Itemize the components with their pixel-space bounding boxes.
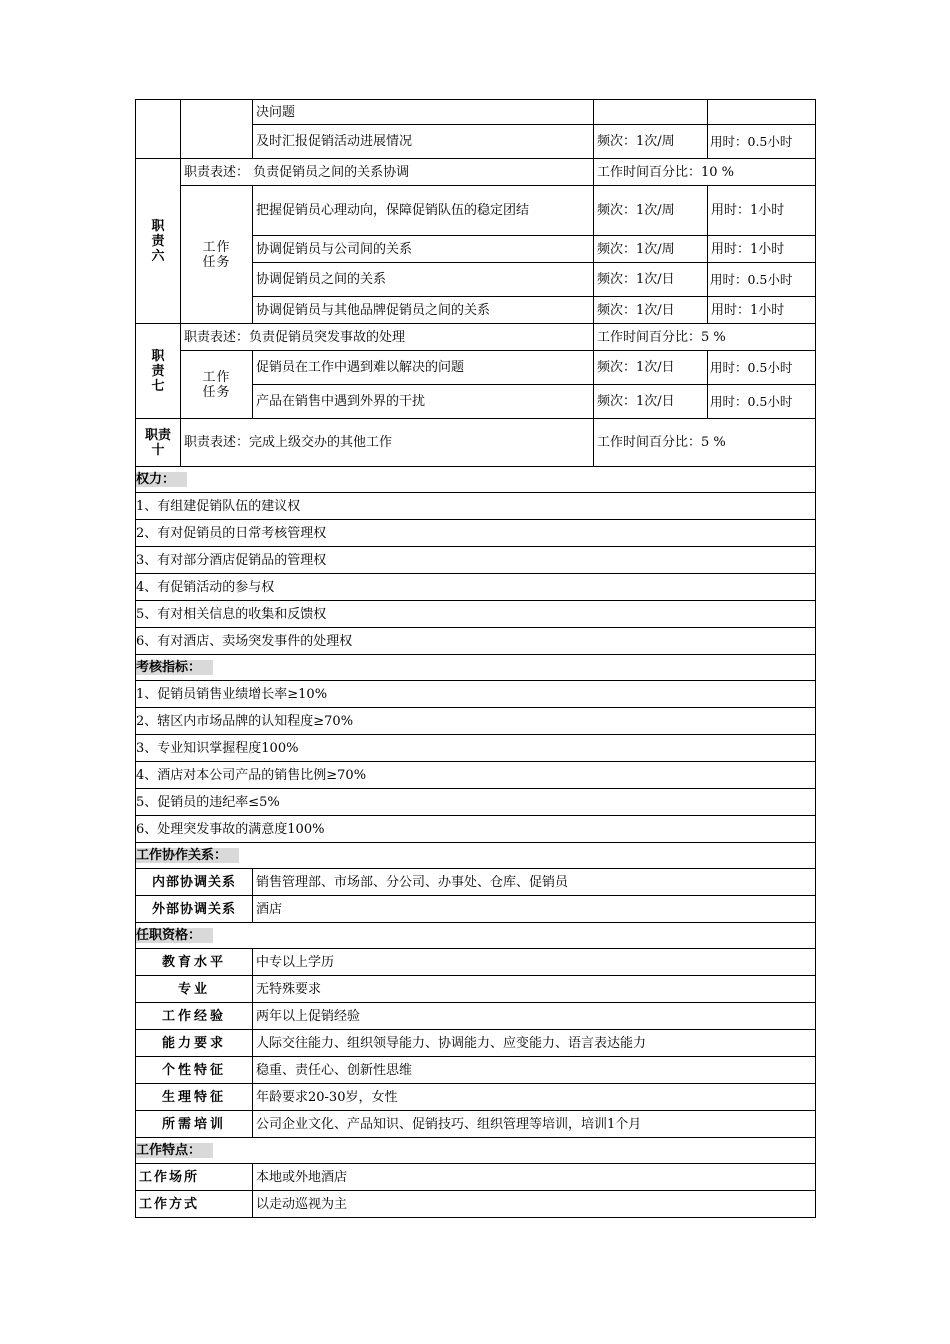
qualification-value: 两年以上促销经验 (253, 1003, 816, 1030)
task-frequency: 频次：1次/周 (594, 186, 708, 236)
duty-six-description: 职责表述： 负责促销员之间的关系协调 (181, 159, 594, 186)
qualification-label: 专业 (136, 976, 253, 1003)
power-item: 1、有组建促销队伍的建议权 (136, 493, 816, 520)
table-row (136, 1191, 816, 1218)
task-frequency: 频次：1次/日 (594, 385, 708, 419)
task-text: 及时汇报促销活动进展情况 (253, 125, 594, 159)
work-place-value: 本地或外地酒店 (253, 1164, 816, 1191)
task-time: 用时：0.5小时 (708, 385, 816, 419)
task-time: 用时：0.5小时 (708, 125, 816, 159)
table-row (136, 949, 816, 976)
qualifications-section-title: 任职资格： (136, 923, 816, 949)
qualification-label: 个性特征 (136, 1057, 253, 1084)
task-frequency: 频次：1次/周 (594, 236, 708, 263)
qualification-label: 所需培训 (136, 1111, 253, 1138)
external-relation-value: 酒店 (253, 896, 816, 923)
qualification-label: 能力要求 (136, 1030, 253, 1057)
internal-relation-label: 内部协调关系 (136, 869, 253, 896)
qualification-value: 中专以上学历 (253, 949, 816, 976)
table-row (136, 419, 816, 467)
kpi-item: 6、处理突发事故的满意度100% (136, 816, 816, 843)
task-text: 促销员在工作中遇到难以解决的问题 (253, 351, 594, 385)
duty-seven-percent: 工作时间百分比：5 % (594, 324, 816, 351)
kpi-section-title: 考核指标： (136, 655, 816, 681)
table-row (136, 1111, 816, 1138)
task-frequency (594, 100, 708, 125)
table-row (136, 1057, 816, 1084)
table-row (136, 896, 816, 923)
qualification-label: 工作经验 (136, 1003, 253, 1030)
qualification-value: 年龄要求20-30岁，女性 (253, 1084, 816, 1111)
table-row (136, 843, 816, 869)
power-item: 2、有对促销员的日常考核管理权 (136, 520, 816, 547)
table-row (136, 100, 816, 125)
power-item: 5、有对相关信息的收集和反馈权 (136, 601, 816, 628)
kpi-item: 3、专业知识掌握程度100% (136, 735, 816, 762)
table-row (136, 976, 816, 1003)
duty-seven-description: 职责表述：负责促销员突发事故的处理 (181, 324, 594, 351)
features-section-title: 工作特点： (136, 1138, 816, 1164)
internal-relation-value: 销售管理部、市场部、分公司、办事处、仓库、促销员 (253, 869, 816, 896)
job-description-sheet (135, 99, 815, 1218)
duty-ten-description: 职责表述：完成上级交办的其他工作 (181, 419, 594, 467)
qualification-value: 稳重、责任心、创新性思维 (253, 1057, 816, 1084)
powers-section-title: 权力： (136, 467, 816, 493)
qualification-label: 教育水平 (136, 949, 253, 976)
task-text: 产品在销售中遇到外界的干扰 (253, 385, 594, 419)
kpi-item: 4、酒店对本公司产品的销售比例≥70% (136, 762, 816, 789)
task-time: 用时：1小时 (708, 297, 816, 324)
table-row (136, 923, 816, 949)
prev-task-label-cell (181, 100, 253, 159)
power-item: 4、有促销活动的参与权 (136, 574, 816, 601)
table-row (136, 467, 816, 493)
task-text: 把握促销员心理动向，保障促销队伍的稳定团结 (253, 186, 594, 236)
table-row (136, 1003, 816, 1030)
qualification-label: 生理特征 (136, 1084, 253, 1111)
duty-ten-percent: 工作时间百分比：5 % (594, 419, 816, 467)
duty-six-label: 职责六 (136, 159, 181, 324)
duty-six-task-label: 工作任务 (181, 186, 253, 324)
duty-seven-task-label: 工作任务 (181, 351, 253, 419)
kpi-item: 2、辖区内市场品牌的认知程度≥70% (136, 708, 816, 735)
task-text: 协调促销员与其他品牌促销员之间的关系 (253, 297, 594, 324)
prev-duty-label-cell (136, 100, 181, 159)
job-description-table (135, 99, 816, 1218)
task-time: 用时：1小时 (708, 236, 816, 263)
work-mode-label: 工作方式 (136, 1191, 253, 1218)
task-text: 协调促销员之间的关系 (253, 263, 594, 297)
power-item: 3、有对部分酒店促销品的管理权 (136, 547, 816, 574)
task-time: 用时：1小时 (708, 186, 816, 236)
table-row (136, 351, 816, 385)
power-item: 6、有对酒店、卖场突发事件的处理权 (136, 628, 816, 655)
task-text: 协调促销员与公司间的关系 (253, 236, 594, 263)
work-mode-value: 以走动巡视为主 (253, 1191, 816, 1218)
table-row (136, 159, 816, 186)
duty-ten-label: 职责十 (136, 419, 181, 467)
table-row (136, 1084, 816, 1111)
task-time (708, 100, 816, 125)
kpi-item: 1、促销员销售业绩增长率≥10% (136, 681, 816, 708)
task-time: 用时：0.5小时 (708, 351, 816, 385)
qualification-value: 人际交往能力、组织领导能力、协调能力、应变能力、语言表达能力 (253, 1030, 816, 1057)
cooperation-section-title: 工作协作关系： (136, 843, 816, 869)
table-row (136, 186, 816, 236)
duty-six-percent: 工作时间百分比：10 % (594, 159, 816, 186)
task-frequency: 频次：1次/日 (594, 263, 708, 297)
task-text: 决问题 (253, 100, 594, 125)
task-time: 用时：0.5小时 (708, 263, 816, 297)
qualification-value: 无特殊要求 (253, 976, 816, 1003)
task-frequency: 频次：1次/日 (594, 351, 708, 385)
qualification-value: 公司企业文化、产品知识、促销技巧、组织管理等培训，培训1个月 (253, 1111, 816, 1138)
external-relation-label: 外部协调关系 (136, 896, 253, 923)
task-frequency: 频次：1次/周 (594, 125, 708, 159)
work-place-label: 工作场所 (136, 1164, 253, 1191)
task-frequency: 频次：1次/日 (594, 297, 708, 324)
duty-seven-label: 职责七 (136, 324, 181, 419)
table-row (136, 869, 816, 896)
table-row (136, 1164, 816, 1191)
table-row (136, 1138, 816, 1164)
table-row (136, 1030, 816, 1057)
table-row (136, 324, 816, 351)
table-row (136, 655, 816, 681)
kpi-item: 5、促销员的违纪率≤5% (136, 789, 816, 816)
